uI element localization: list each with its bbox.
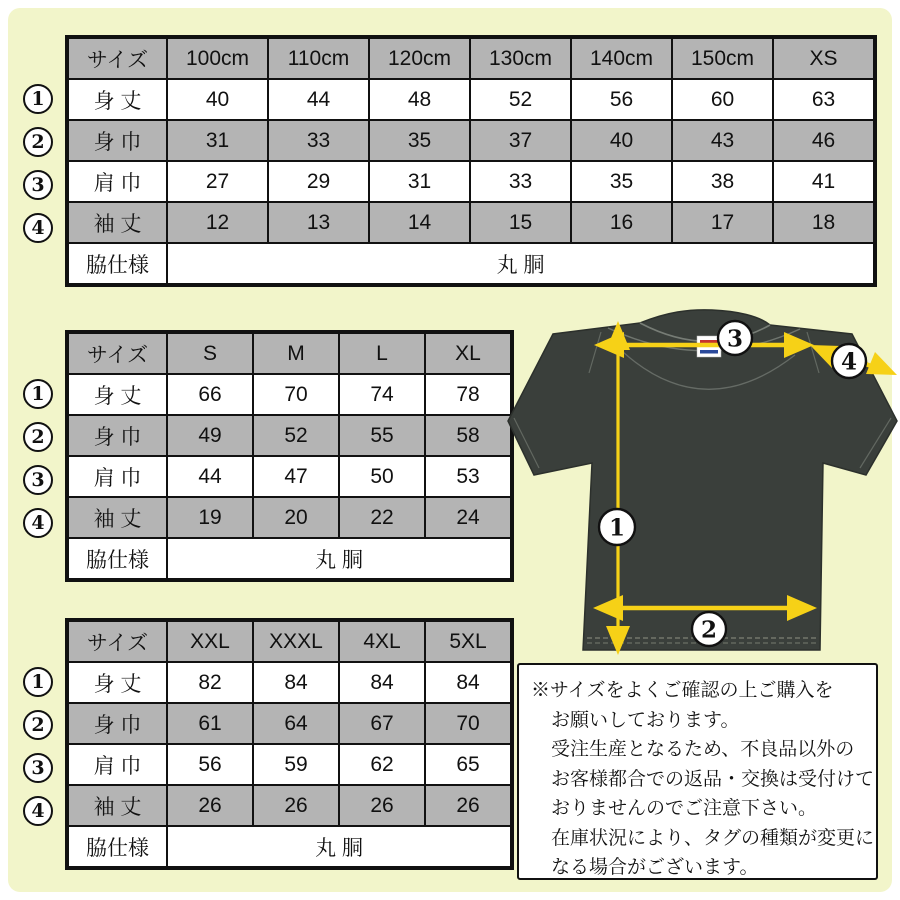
column-header: 100cm xyxy=(167,37,268,79)
size-value: 63 xyxy=(773,79,875,120)
size-value: 19 xyxy=(167,497,253,538)
measure-number-1: 1 xyxy=(23,84,53,114)
size-value: 46 xyxy=(773,120,875,161)
row-label: 身 丈 xyxy=(67,374,167,415)
size-value: 62 xyxy=(339,744,425,785)
size-value: 66 xyxy=(167,374,253,415)
size-value: 70 xyxy=(425,703,512,744)
size-value: 60 xyxy=(672,79,773,120)
size-value: 78 xyxy=(425,374,512,415)
column-header: 120cm xyxy=(369,37,470,79)
notice-line: 在庫状況により、タグの種類が変更に xyxy=(551,827,875,849)
marker-4-label: 4 xyxy=(840,348,858,376)
size-value: 13 xyxy=(268,202,369,243)
column-header: XXXL xyxy=(253,620,339,662)
measure-number-1: 1 xyxy=(23,667,53,697)
size-value: 47 xyxy=(253,456,339,497)
column-header: S xyxy=(167,332,253,374)
size-value: 41 xyxy=(773,161,875,202)
size-value: 35 xyxy=(571,161,672,202)
measure-number-3: 3 xyxy=(23,465,53,495)
column-header: 140cm xyxy=(571,37,672,79)
row-label: 袖 丈 xyxy=(67,202,167,243)
size-value: 56 xyxy=(571,79,672,120)
size-value: 17 xyxy=(672,202,773,243)
size-value: 14 xyxy=(369,202,470,243)
marker-3-label: 3 xyxy=(726,325,744,353)
size-value: 40 xyxy=(167,79,268,120)
measure-number-3: 3 xyxy=(23,170,53,200)
size-value: 64 xyxy=(253,703,339,744)
column-header: 130cm xyxy=(470,37,571,79)
measure-number-4: 4 xyxy=(23,796,53,826)
marker-1-label: 1 xyxy=(608,514,626,542)
marker-shoulder-width xyxy=(718,321,752,355)
size-value: 12 xyxy=(167,202,268,243)
row-label: 肩 巾 xyxy=(67,456,167,497)
row-label: 肩 巾 xyxy=(67,161,167,202)
tshirt-svg xyxy=(497,297,900,665)
column-header: XL xyxy=(425,332,512,374)
size-value: 84 xyxy=(253,662,339,703)
notice-line: おりませんのでご注意下さい。 xyxy=(551,798,818,819)
size-value: 29 xyxy=(268,161,369,202)
side-spec-value: 丸 胴 xyxy=(167,538,512,580)
size-value: 37 xyxy=(470,120,571,161)
size-corner-header: サイズ xyxy=(67,37,167,79)
size-table-adult xyxy=(65,330,514,582)
measure-number-3: 3 xyxy=(23,753,53,783)
size-value: 40 xyxy=(571,120,672,161)
size-value: 61 xyxy=(167,703,253,744)
size-value: 84 xyxy=(425,662,512,703)
notice-line: お客様都合での返品・交換は受付けて xyxy=(551,768,875,790)
size-value: 26 xyxy=(253,785,339,826)
notice-line: お願いしております。 xyxy=(551,709,740,731)
notice-box xyxy=(517,663,878,880)
size-value: 84 xyxy=(339,662,425,703)
column-header: 150cm xyxy=(672,37,773,79)
marker-sleeve-length xyxy=(832,344,866,378)
size-value: 16 xyxy=(571,202,672,243)
side-spec-label: 脇仕様 xyxy=(67,826,167,868)
size-value: 67 xyxy=(339,703,425,744)
row-label: 肩 巾 xyxy=(67,744,167,785)
row-label: 身 丈 xyxy=(67,662,167,703)
row-label: 身 巾 xyxy=(67,415,167,456)
size-value: 43 xyxy=(672,120,773,161)
size-value: 50 xyxy=(339,456,425,497)
measure-number-2: 2 xyxy=(23,127,53,157)
row-label: 身 丈 xyxy=(67,79,167,120)
side-spec-value: 丸 胴 xyxy=(167,243,875,285)
marker-2-label: 2 xyxy=(700,616,718,644)
measure-number-2: 2 xyxy=(23,422,53,452)
size-table-big xyxy=(65,618,514,870)
side-spec-value: 丸 胴 xyxy=(167,826,512,868)
size-table-kids xyxy=(65,35,877,287)
size-value: 20 xyxy=(253,497,339,538)
size-value: 33 xyxy=(470,161,571,202)
row-label: 身 巾 xyxy=(67,703,167,744)
size-value: 44 xyxy=(268,79,369,120)
measure-number-4: 4 xyxy=(23,508,53,538)
column-header: L xyxy=(339,332,425,374)
size-value: 56 xyxy=(167,744,253,785)
size-value: 74 xyxy=(339,374,425,415)
notice-line: 受注生産となるため、不良品以外の xyxy=(551,739,855,760)
size-value: 58 xyxy=(425,415,512,456)
notice-line: なる場合がございます。 xyxy=(551,857,759,878)
size-value: 26 xyxy=(339,785,425,826)
column-header: M xyxy=(253,332,339,374)
size-value: 49 xyxy=(167,415,253,456)
side-spec-label: 脇仕様 xyxy=(67,243,167,285)
size-value: 48 xyxy=(369,79,470,120)
size-value: 35 xyxy=(369,120,470,161)
column-header: 5XL xyxy=(425,620,512,662)
notice-line: ※サイズをよくご確認の上ご購入を xyxy=(531,680,834,701)
column-header: 110cm xyxy=(268,37,369,79)
size-value: 38 xyxy=(672,161,773,202)
side-spec-label: 脇仕様 xyxy=(67,538,167,580)
marker-body-width xyxy=(692,612,726,646)
column-header: 4XL xyxy=(339,620,425,662)
measure-number-1: 1 xyxy=(23,379,53,409)
tshirt-measurement-diagram xyxy=(497,297,900,665)
size-value: 70 xyxy=(253,374,339,415)
size-value: 18 xyxy=(773,202,875,243)
size-value: 59 xyxy=(253,744,339,785)
measure-number-4: 4 xyxy=(23,213,53,243)
measure-number-2: 2 xyxy=(23,710,53,740)
size-value: 44 xyxy=(167,456,253,497)
row-label: 身 巾 xyxy=(67,120,167,161)
size-corner-header: サイズ xyxy=(67,332,167,374)
size-value: 65 xyxy=(425,744,512,785)
row-label: 袖 丈 xyxy=(67,497,167,538)
row-label: 袖 丈 xyxy=(67,785,167,826)
size-value: 33 xyxy=(268,120,369,161)
column-header: XS xyxy=(773,37,875,79)
size-value: 22 xyxy=(339,497,425,538)
size-value: 31 xyxy=(167,120,268,161)
size-value: 52 xyxy=(470,79,571,120)
size-value: 26 xyxy=(167,785,253,826)
size-value: 82 xyxy=(167,662,253,703)
size-corner-header: サイズ xyxy=(67,620,167,662)
column-header: XXL xyxy=(167,620,253,662)
size-value: 24 xyxy=(425,497,512,538)
size-value: 53 xyxy=(425,456,512,497)
size-value: 26 xyxy=(425,785,512,826)
size-value: 27 xyxy=(167,161,268,202)
size-value: 15 xyxy=(470,202,571,243)
size-value: 55 xyxy=(339,415,425,456)
size-value: 52 xyxy=(253,415,339,456)
marker-body-length xyxy=(599,509,635,545)
size-value: 31 xyxy=(369,161,470,202)
